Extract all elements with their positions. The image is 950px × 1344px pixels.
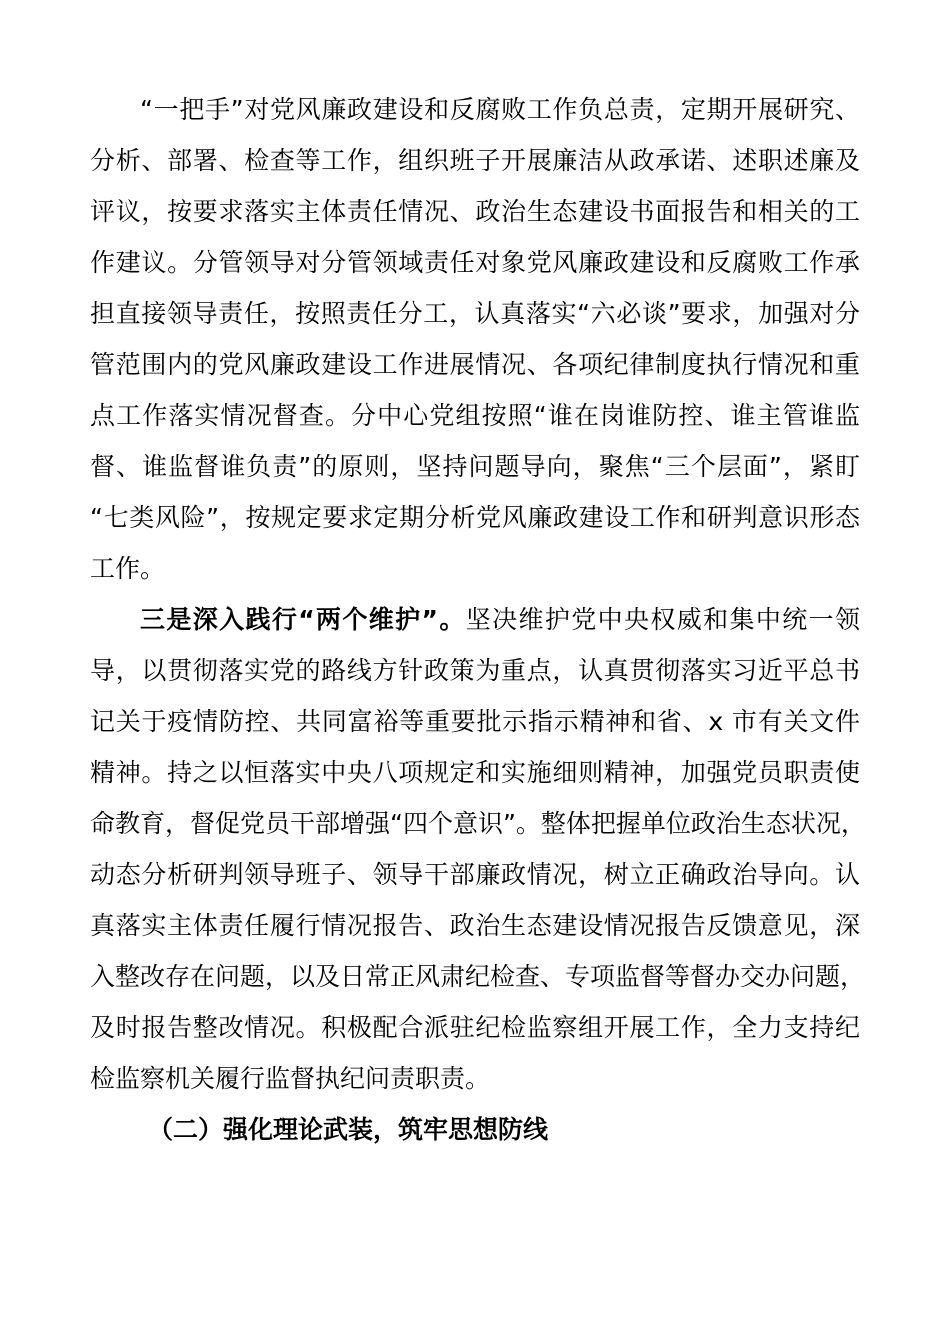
section-heading: （二）强化理论武装，筑牢思想防线 (148, 1115, 549, 1144)
text-line: 管范围内的党风廉政建设工作进展情况、各项纪律制度执行情况和重 (90, 350, 860, 379)
text-line: 评议，按要求落实主体责任情况、政治生态建设书面报告和相关的工 (90, 197, 860, 226)
text-line: 担直接领导责任，按照责任分工，认真落实“六必谈”要求，加强对分 (90, 299, 860, 328)
text-line: 工作。 (90, 554, 166, 583)
text-line: 督、谁监督谁负责”的原则，坚持问题导向，聚焦“三个层面”，紧盯 (90, 452, 860, 481)
text-line: 分析、部署、检查等工作，组织班子开展廉洁从政承诺、述职述廉及 (90, 146, 860, 175)
paragraph-two-maintenances (90, 594, 866, 1104)
paragraph-responsibility (90, 84, 860, 594)
text-line: “七类风险”，按规定要求定期分析党风廉政建设工作和研判意识形态 (90, 503, 860, 532)
text-line (90, 594, 860, 645)
lead-rest-text: 坚决维护党中央权威和集中统一领 (465, 605, 860, 634)
text-line: “一把手”对党风廉政建设和反腐败工作负总责，定期开展研究、 (140, 95, 860, 124)
text-line: 真落实主体责任履行情况报告、政治生态建设情况报告反馈意见，深 (90, 911, 860, 940)
text-line: 导，以贯彻落实党的路线方针政策为重点，认真贯彻落实习近平总书 (90, 656, 860, 685)
text-line: 检监察机关履行监督执纪问责职责。 (90, 1064, 491, 1093)
bold-lead-text: 三是深入践行“两个维护”。 (140, 605, 466, 634)
text-line: 及时报告整改情况。积极配合派驻纪检监察组开展工作，全力支持纪 (90, 1013, 860, 1042)
text-line: 命教育，督促党员干部增强“四个意识”。整体把握单位政治生态状况， (90, 809, 866, 838)
text-line: 精神。持之以恒落实中央八项规定和实施细则精神，加强党员职责使 (90, 758, 860, 787)
text-line: 动态分析研判领导班子、领导干部廉政情况，树立正确政治导向。认 (90, 860, 860, 889)
text-line: 点工作落实情况督查。分中心党组按照“谁在岗谁防控、谁主管谁监 (90, 401, 860, 430)
document-body (90, 84, 866, 1155)
text-line: 作建议。分管领导对分管领域责任对象党风廉政建设和反腐败工作承 (90, 248, 860, 277)
text-line: 记关于疫情防控、共同富裕等重要批示指示精神和省、x 市有关文件 (90, 707, 860, 736)
text-line: 入整改存在问题，以及日常正风肃纪检查、专项监督等督办交办问题， (90, 962, 866, 991)
